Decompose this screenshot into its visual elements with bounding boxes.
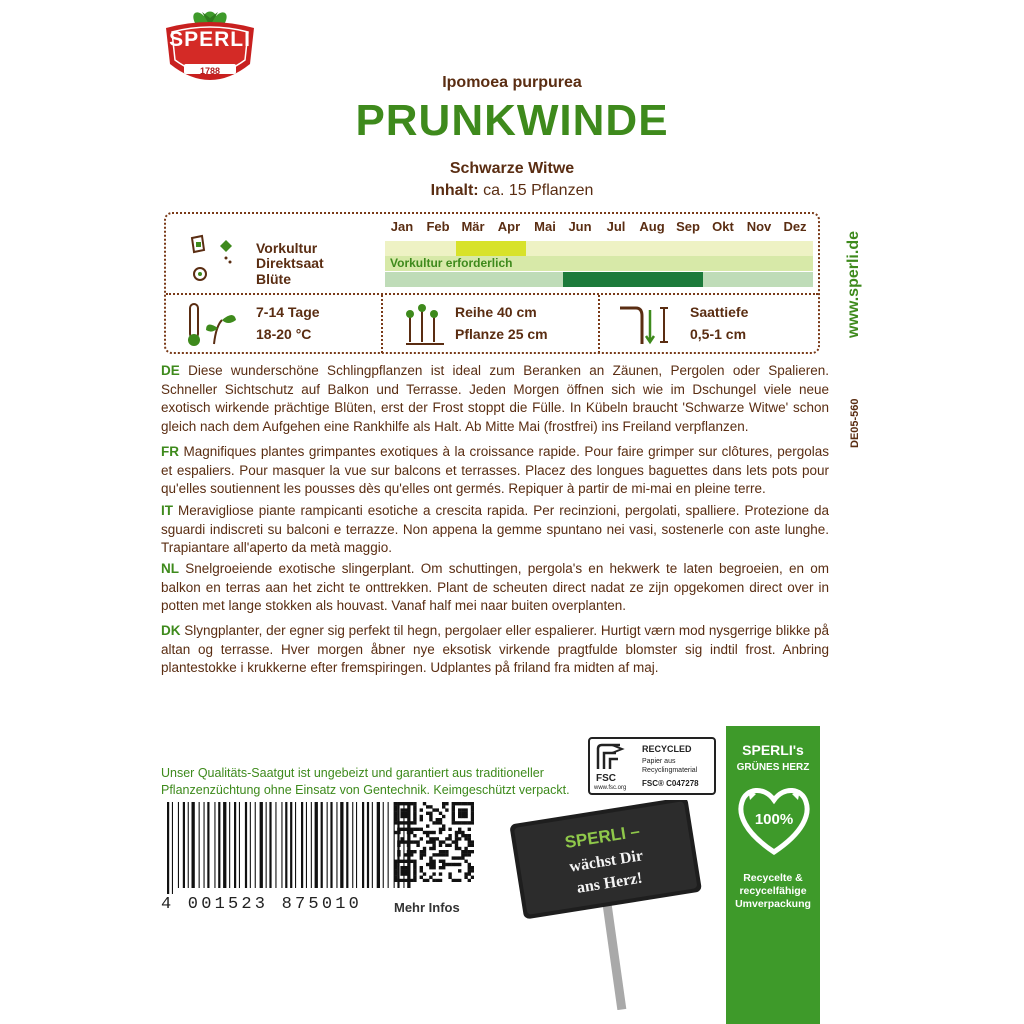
description-nl	[161, 560, 829, 616]
article-code-vertical	[838, 380, 868, 450]
month-feb: Feb	[426, 219, 450, 234]
fsc-site: www.fsc.org	[594, 785, 627, 791]
barcode	[163, 802, 418, 894]
logo-wordmark: SPERLI	[169, 28, 251, 51]
qr-label: Mehr Infos	[394, 900, 460, 915]
month-jun: Jun	[568, 219, 592, 234]
info-divider-2	[598, 295, 600, 353]
description-de	[161, 362, 829, 436]
green-heart-description	[726, 872, 820, 911]
lang-code-dk: DK	[161, 623, 181, 638]
month-jan: Jan	[390, 219, 414, 234]
description-de-text: Diese wunderschöne Schlingpflanzen ist ideal zum Beranken an Zäunen, Pergolen oder Spalieren. Schneller Sichtschutz auf Balkon und Terrasse. Jeden Morgen öffnen sich wie im Dschungel viele neue exotisch wirkende prächtige Blüten, erst der Frost stoppt die Fülle. In Kübeln braucht 'Schwarze Witwe' schon gleich nach dem Aufgehen eine Rankhilfe als Halt. Ab Mitte Mai (frostfrei) ins Freiland verpflanzen.	[161, 363, 829, 434]
content-value: ca. 15 Pflanzen	[483, 182, 594, 199]
quality-note: Unser Qualitäts-Saatgut ist ungebeizt und garantiert aus traditioneller Pflanzenzüchtung ohne Einsatz von Gentechnik. Keimgeschützt verpackt.	[161, 766, 570, 797]
info-divider-1	[381, 295, 383, 353]
chalk-brand: SPERLI –	[563, 821, 642, 853]
row-spacing: Reihe 40 cm	[455, 304, 537, 320]
chalkboard-sign	[506, 800, 706, 1010]
description-fr	[161, 443, 829, 499]
fsc-tree-icon	[594, 743, 628, 773]
fsc-recycled: RECYCLED	[642, 744, 692, 754]
lang-code-nl: NL	[161, 561, 179, 576]
chalk-line2: ans Herz!	[575, 869, 644, 897]
description-nl-text: Snelgroeiende exotische slingerplant. Om schuttingen, pergola's en hekwerk te laten begroeien, en om balkon en terras aan het zicht te onttrekken. Plant de scheuten direct nadat ze zijn opgekomen direct over in potten met lange stokken als houvast. Vanaf half mei naar buiten overplanten.	[161, 561, 829, 613]
month-okt: Okt	[712, 219, 734, 234]
germination-icon	[184, 300, 240, 348]
bar-bluete-active	[563, 272, 703, 287]
green-desc-line3: Umverpackung	[735, 898, 811, 910]
calendar-divider	[166, 293, 818, 295]
germination-days: 7-14 Tage	[256, 304, 320, 320]
month-sep: Sep	[676, 219, 700, 234]
month-mar: Mär	[461, 219, 485, 234]
description-dk-text: Slyngplanter, der egner sig perfekt til hegn, pergolaer eller espalierer. Hurtigt værn mod nysgerrige blikke på altan og terrasse. Hver morgen åbner nye eksotisk virkende pragtfulde blomster sig indtil frost. Anbring plantestokke i krukkerne efter fremspiringen. Udplantes på friland fra midten af maj.	[161, 623, 829, 675]
recycle-percent: 100%	[754, 811, 794, 828]
variety-name: Schwarze Witwe	[449, 160, 575, 177]
depth-label: Saattiefe	[690, 304, 749, 320]
content-label: Inhalt:	[430, 182, 479, 199]
qr-code[interactable]	[394, 802, 474, 882]
product-title: PRUNKWINDE	[355, 96, 669, 145]
fsc-paper-line2: Recyclingmaterial	[642, 767, 698, 774]
sowing-depth-icon	[616, 302, 672, 346]
month-dez: Dez	[783, 219, 807, 234]
barcode-number: 4 001523 875010	[161, 895, 363, 914]
fsc-label: FSC	[596, 773, 616, 784]
month-aug: Aug	[639, 219, 665, 234]
month-mai: Mai	[534, 219, 556, 234]
green-heart-title: SPERLI's	[742, 742, 804, 758]
label-bluete: Blüte	[256, 271, 291, 287]
green-desc-line2: recycelfähige	[739, 885, 807, 897]
fsc-license: FSC® C047278	[642, 779, 699, 788]
description-dk	[161, 622, 829, 678]
direktsaat-note: Vorkultur erforderlich	[390, 256, 513, 270]
depth-value: 0,5-1 cm	[690, 326, 747, 342]
chalk-line1: wächst Dir	[568, 847, 645, 876]
spacing-icon	[404, 300, 448, 346]
latin-name: Ipomoea purpurea	[442, 74, 582, 91]
plant-spacing: Pflanze 25 cm	[455, 326, 548, 342]
bar-vorkultur	[385, 241, 813, 256]
content-line	[0, 182, 1024, 200]
lang-code-de: DE	[161, 363, 180, 378]
green-heart-subtitle: GRÜNES HERZ	[736, 762, 810, 773]
fsc-badge	[588, 737, 716, 795]
description-it	[161, 502, 829, 558]
seed-tray-icon	[186, 232, 246, 288]
website-vertical[interactable]	[830, 220, 870, 340]
logo-year: 1788	[199, 66, 221, 76]
website-text: www.sperli.de	[845, 231, 862, 338]
description-fr-text: Magnifiques plantes grimpantes exotiques à la croissance rapide. Pour faire grimper sur clôtures, pergolas et espaliers. Pour masquer la vue sur balcons et terrasses. Placez des longues baguettes dans lets pots pour qu'elles soutiennent les pousses dès qu'elles ont germés. Repiquer à partir de mi-mai en pleine terre.	[161, 444, 829, 496]
lang-code-it: IT	[161, 503, 173, 518]
description-it-text: Meravigliose piante rampicanti esotiche a crescita rapida. Per recinzioni, pergolati, spalliere. Protezione da sguardi indiscreti su balconi e terrazze. Non appena la gemme spuntano nei vasi, sostenerle con aste lunghe. Trapiantare all'aperto da metà maggio.	[161, 503, 829, 555]
green-desc-line1: Recycelte &	[743, 872, 803, 884]
article-code-text: DE05-560	[849, 398, 861, 448]
lang-code-fr: FR	[161, 444, 179, 459]
month-apr: Apr	[497, 219, 521, 234]
label-vorkultur: Vorkultur	[256, 240, 318, 256]
month-nov: Nov	[746, 219, 772, 234]
recycle-heart-icon	[734, 780, 814, 858]
germination-temp: 18-20 °C	[256, 326, 312, 342]
month-jul: Jul	[606, 219, 626, 234]
fsc-paper-line1: Papier aus	[642, 758, 676, 765]
bar-vorkultur-active	[456, 241, 526, 256]
label-direktsaat: Direktsaat	[256, 255, 324, 271]
